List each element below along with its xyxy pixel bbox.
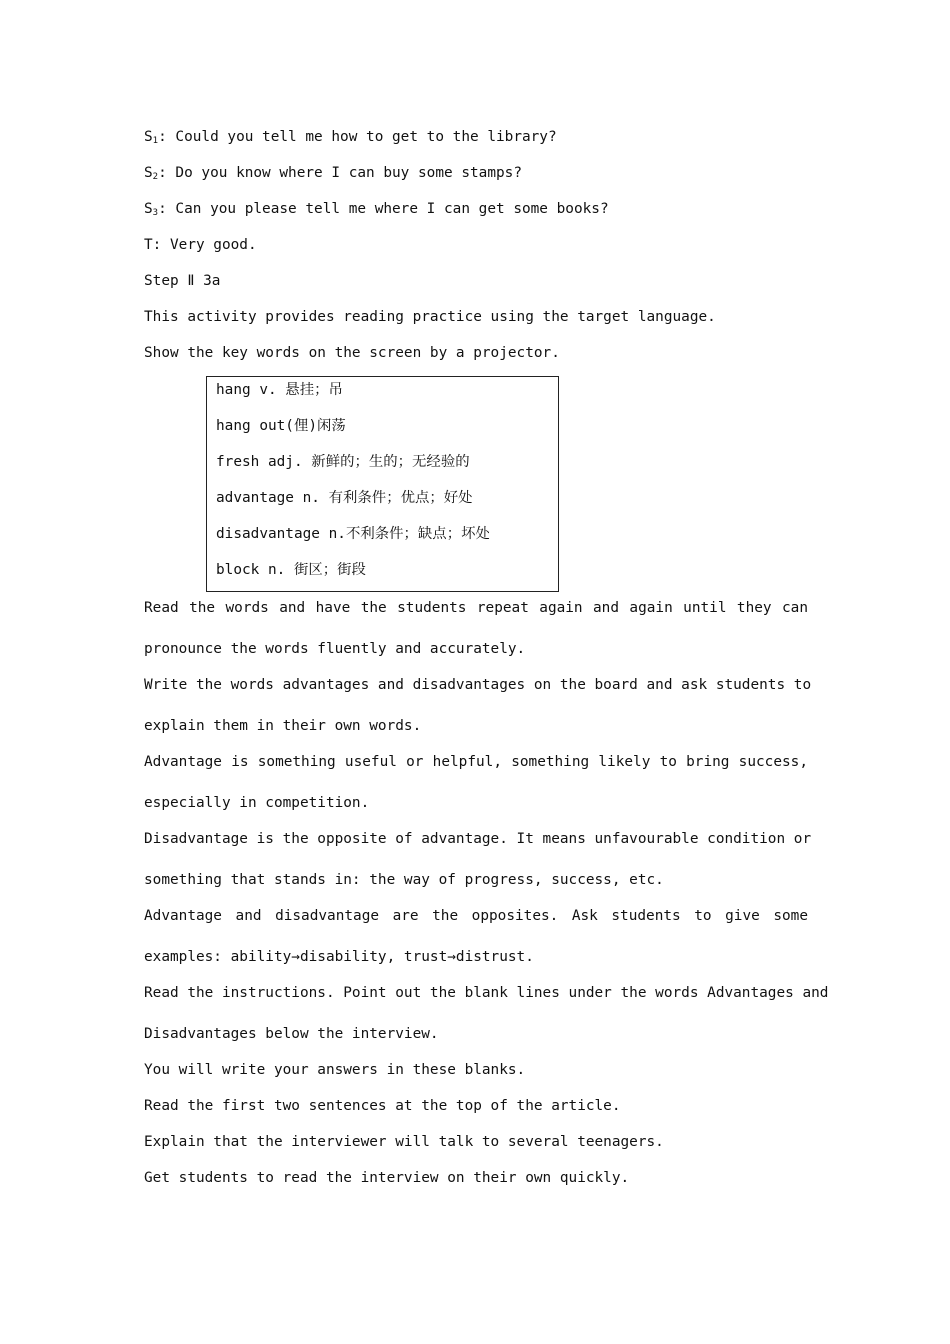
teacher-reply: T: Very good. [144,237,257,253]
paragraph-line: pronounce the words fluently and accurately. [144,641,526,657]
paragraph [144,676,812,735]
dialogue-text: : Do you know where I can buy some stamps? [158,165,522,181]
paragraph-line: Disadvantage is the opposite of advantage. It means unfavourable condition or [144,831,812,847]
paragraph-line: Advantage and disadvantage are the opposites. Ask students to give some [144,908,808,924]
paragraph [144,984,829,1043]
vocab-entry: block n. 街区；街段 [216,562,366,578]
speaker-number: 1 [152,136,159,146]
vocab-entry: fresh adj. 新鲜的；生的；无经验的 [216,454,470,470]
paragraph [144,599,808,658]
paragraph-line: Disadvantages below the interview. [144,1026,439,1042]
speaker-number: 2 [152,172,159,182]
vocab-entry: hang out(俚)闲荡 [216,418,346,434]
closing-line: You will write your answers in these blanks. [144,1062,526,1078]
closing-line: Get students to read the interview on their own quickly. [144,1170,630,1186]
vocab-entry: hang v. 悬挂；吊 [216,382,343,398]
speaker-label: S [144,129,153,145]
dialogue-text: : Could you tell me how to get to the library? [158,129,557,145]
paragraph-line: explain them in their own words. [144,718,422,734]
speaker-number: 3 [152,208,159,218]
step-heading: Step Ⅱ 3a [144,273,221,289]
speaker-label: S [144,165,153,181]
paragraph-line: especially in competition. [144,795,370,811]
paragraph [144,830,812,889]
dialogue-line-s3 [144,200,808,218]
dialogue-line-s1 [144,128,808,146]
paragraph [144,753,808,812]
intro-line: This activity provides reading practice using the target language. [144,309,716,325]
dialogue-line-s2 [144,164,808,182]
intro-line: Show the key words on the screen by a projector. [144,345,560,361]
vocab-entry: advantage n. 有利条件；优点；好处 [216,490,473,506]
closing-line: Read the first two sentences at the top of the article. [144,1098,621,1114]
paragraph-line: something that stands in: the way of progress, success, etc. [144,872,664,888]
paragraph [144,907,808,966]
closing-line: Explain that the interviewer will talk to several teenagers. [144,1134,664,1150]
paragraph-line: Write the words advantages and disadvantages on the board and ask students to [144,677,812,693]
vocabulary-box [206,376,559,592]
paragraph-line: examples: ability→disability, trust→distrust. [144,949,534,965]
dialogue-text: : Can you please tell me where I can get some books? [158,201,609,217]
speaker-label: S [144,201,153,217]
vocab-entry: disadvantage n.不利条件；缺点；坏处 [216,526,490,542]
paragraph-line: Advantage is something useful or helpful, something likely to bring success, [144,754,808,770]
paragraph-line: Read the instructions. Point out the blank lines under the words Advantages and [144,985,829,1001]
paragraph-line: Read the words and have the students repeat again and again until they can [144,600,808,616]
